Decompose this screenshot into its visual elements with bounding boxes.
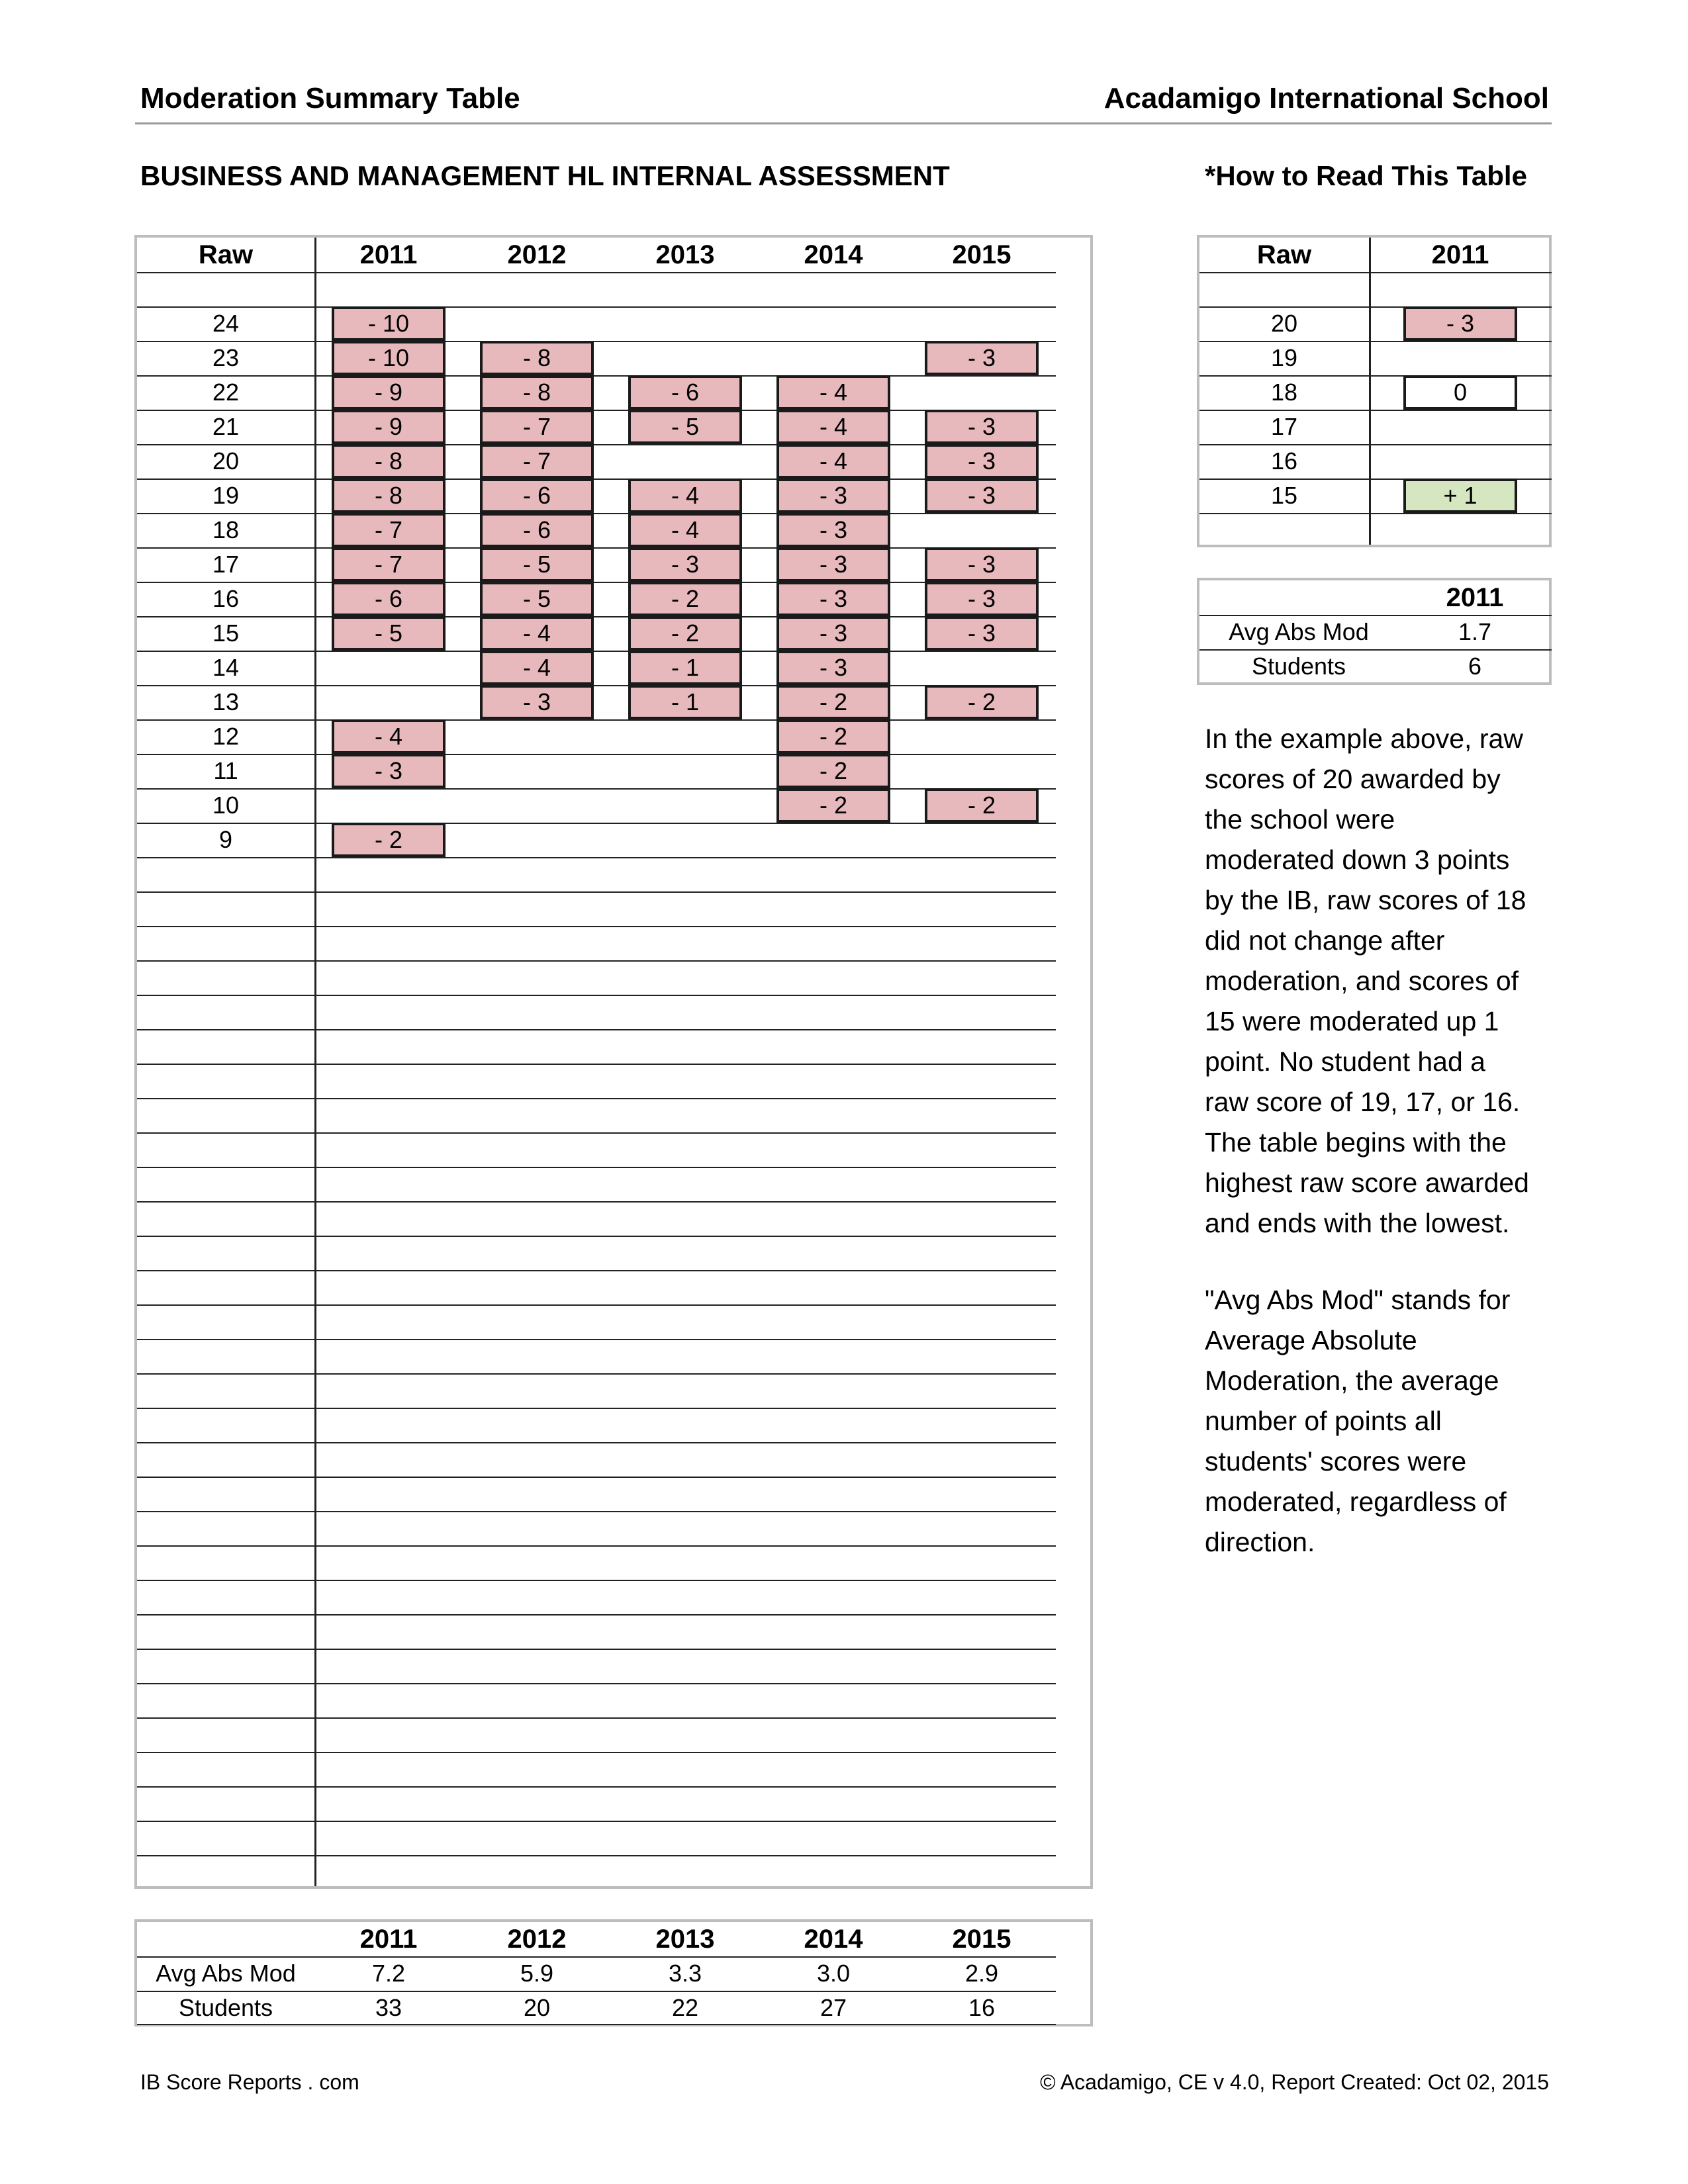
example-year-header: 2011 [1431, 240, 1489, 269]
example-summary-table [1197, 578, 1552, 685]
row-rule [137, 1064, 1056, 1065]
explanation-line: Average Absolute [1205, 1325, 1417, 1355]
school-name: Acadamigo International School [1103, 82, 1549, 114]
explanation-line: In the example above, raw [1205, 723, 1523, 754]
explanation-line: moderated down 3 points [1205, 844, 1510, 875]
row-rule [137, 2024, 1056, 2025]
explanation-line: did not change after [1205, 925, 1445, 956]
raw-score: 16 [212, 585, 240, 612]
row-rule [137, 891, 1056, 893]
raw-score: 21 [212, 413, 240, 440]
row-rule [137, 1614, 1056, 1615]
row-rule [137, 1511, 1056, 1512]
row-rule [137, 1855, 1056, 1856]
raw-score: 10 [212, 792, 240, 819]
row-rule [137, 1545, 1056, 1547]
students-label: Students [178, 1994, 273, 2021]
moderation-cell: - 6 [628, 375, 742, 410]
moderation-cell: - 3 [925, 582, 1039, 616]
moderation-cell: - 4 [628, 478, 742, 513]
row-rule [137, 995, 1056, 996]
explanation-line: 15 were moderated up 1 [1205, 1006, 1499, 1036]
avg-abs-mod-value: 7.2 [371, 1960, 406, 1987]
moderation-cell: - 5 [480, 582, 594, 616]
moderation-cell: - 2 [925, 788, 1039, 823]
explanation-paragraph-2 [1205, 1280, 1549, 1563]
example-raw-score: 18 [1270, 379, 1298, 406]
row-rule [137, 1132, 1056, 1134]
explanation-line: moderation, and scores of [1205, 966, 1519, 996]
moderation-cell: - 6 [480, 478, 594, 513]
moderation-cell: - 8 [332, 478, 445, 513]
raw-score: 22 [212, 379, 240, 406]
row-rule [137, 1167, 1056, 1168]
raw-column-divider [314, 238, 316, 1886]
row-rule [137, 1373, 1056, 1375]
moderation-cell: - 8 [480, 341, 594, 375]
explanation-line: by the IB, raw scores of 18 [1205, 885, 1526, 915]
moderation-cell: - 10 [332, 306, 445, 341]
row-rule [137, 1442, 1056, 1443]
example-moderation-cell: + 1 [1403, 478, 1517, 513]
year-column-header: 2013 [655, 240, 715, 269]
moderation-cell: - 7 [332, 513, 445, 547]
footer-right: © Acadamigo, CE v 4.0, Report Created: Oct 02, 2015 [1040, 2070, 1549, 2094]
moderation-cell: - 4 [776, 410, 890, 444]
moderation-cell: - 3 [925, 410, 1039, 444]
moderation-cell: - 6 [480, 513, 594, 547]
example-raw-score: 20 [1270, 310, 1298, 337]
moderation-cell: - 2 [776, 719, 890, 754]
explanation-paragraph-1 [1205, 719, 1549, 1244]
moderation-cell: - 9 [332, 410, 445, 444]
explanation-line: students' scores were [1205, 1446, 1467, 1477]
explanation-line: and ends with the lowest. [1205, 1208, 1510, 1238]
example-raw-score: 19 [1270, 344, 1298, 371]
row-rule [137, 1477, 1056, 1478]
avg-abs-mod-value: 2.9 [964, 1960, 999, 1987]
moderation-cell: - 1 [628, 685, 742, 719]
explanation-line: highest raw score awarded [1205, 1167, 1529, 1198]
raw-score: 20 [212, 447, 240, 475]
moderation-cell: - 2 [776, 685, 890, 719]
row-rule [137, 1786, 1056, 1788]
example-table [1197, 235, 1552, 547]
raw-score: 17 [212, 551, 240, 578]
example-raw-score: 16 [1270, 447, 1298, 475]
row-rule [137, 1201, 1056, 1203]
moderation-cell: - 7 [332, 547, 445, 582]
moderation-cell: - 5 [332, 616, 445, 651]
moderation-cell: - 2 [776, 754, 890, 788]
students-value: 27 [820, 1994, 847, 2021]
explanation-line: direction. [1205, 1527, 1315, 1557]
example-students-label: Students [1251, 653, 1346, 680]
moderation-cell: - 2 [628, 616, 742, 651]
moderation-cell: - 3 [925, 547, 1039, 582]
moderation-cell: - 4 [776, 375, 890, 410]
avg-abs-mod-value: 5.9 [520, 1960, 554, 1987]
summary-year-header: 2013 [655, 1925, 715, 1954]
moderation-cell: - 3 [776, 616, 890, 651]
raw-score: 18 [212, 516, 240, 543]
moderation-cell: - 3 [925, 478, 1039, 513]
moderation-cell: - 2 [332, 823, 445, 857]
summary-table [134, 1919, 1093, 2026]
moderation-cell: - 4 [332, 719, 445, 754]
raw-score: 13 [212, 688, 240, 715]
year-column-header: 2012 [507, 240, 567, 269]
moderation-cell: - 3 [925, 444, 1039, 478]
example-avg-label: Avg Abs Mod [1229, 618, 1369, 645]
example-moderation-cell: - 3 [1403, 306, 1517, 341]
example-students-value: 6 [1468, 653, 1482, 680]
students-value: 20 [523, 1994, 551, 2021]
raw-score: 14 [212, 654, 240, 681]
row-rule [137, 1098, 1056, 1099]
explanation-line: point. No student had a [1205, 1046, 1485, 1077]
row-rule [137, 1580, 1056, 1581]
moderation-cell: - 2 [776, 788, 890, 823]
row-rule [137, 1408, 1056, 1409]
moderation-cell: - 3 [480, 685, 594, 719]
row-rule [137, 926, 1056, 927]
raw-score: 23 [212, 344, 240, 371]
row-rule [137, 1304, 1056, 1306]
moderation-cell: - 3 [628, 547, 742, 582]
row-rule [137, 272, 1056, 273]
year-column-header: 2011 [359, 240, 418, 269]
row-rule [137, 1717, 1056, 1719]
explanation-line: scores of 20 awarded by [1205, 764, 1501, 794]
raw-column-header: Raw [198, 240, 254, 269]
moderation-cell: - 4 [628, 513, 742, 547]
moderation-cell: - 8 [480, 375, 594, 410]
moderation-cell: - 2 [925, 685, 1039, 719]
summary-year-header: 2011 [359, 1925, 418, 1954]
explanation-line: "Avg Abs Mod" stands for [1205, 1285, 1511, 1315]
main-moderation-table [134, 235, 1093, 1889]
moderation-cell: - 3 [776, 478, 890, 513]
year-column-header: 2014 [804, 240, 863, 269]
moderation-cell: - 3 [776, 547, 890, 582]
row-rule [1199, 272, 1552, 273]
example-avg-value: 1.7 [1458, 618, 1492, 645]
moderation-cell: - 6 [332, 582, 445, 616]
moderation-cell: - 3 [925, 341, 1039, 375]
explanation-line: Moderation, the average [1205, 1365, 1499, 1396]
summary-year-header: 2014 [804, 1925, 863, 1954]
moderation-cell: - 7 [480, 410, 594, 444]
row-rule [137, 1029, 1056, 1030]
moderation-cell: - 3 [332, 754, 445, 788]
raw-score: 9 [218, 826, 233, 853]
row-rule [137, 1270, 1056, 1271]
avg-abs-mod-value: 3.0 [816, 1960, 851, 1987]
students-value: 33 [375, 1994, 402, 2021]
row-rule [137, 1821, 1056, 1822]
moderation-cell: - 5 [480, 547, 594, 582]
row-rule [137, 960, 1056, 962]
moderation-cell: - 3 [925, 616, 1039, 651]
moderation-cell: - 4 [480, 651, 594, 685]
moderation-cell: - 4 [776, 444, 890, 478]
raw-score: 19 [212, 482, 240, 509]
moderation-cell: - 5 [628, 410, 742, 444]
explanation-line: moderated, regardless of [1205, 1486, 1507, 1517]
row-rule [137, 1649, 1056, 1650]
example-raw-score: 17 [1270, 413, 1298, 440]
raw-score: 24 [212, 310, 240, 337]
example-raw-score: 15 [1270, 482, 1298, 509]
header-divider [135, 122, 1552, 124]
row-rule [137, 1339, 1056, 1340]
year-column-header: 2015 [952, 240, 1011, 269]
row-rule [137, 1752, 1056, 1753]
how-to-read-title: *How to Read This Table [1205, 160, 1527, 191]
moderation-cell: - 2 [628, 582, 742, 616]
moderation-cell: - 4 [480, 616, 594, 651]
example-summary-year: 2011 [1446, 583, 1504, 612]
moderation-cell: - 3 [776, 651, 890, 685]
explanation-line: raw score of 19, 17, or 16. [1205, 1087, 1521, 1117]
students-value: 16 [968, 1994, 996, 2021]
moderation-cell: - 10 [332, 341, 445, 375]
raw-score: 15 [212, 619, 240, 647]
summary-year-header: 2012 [507, 1925, 567, 1954]
page-title: Moderation Summary Table [140, 82, 520, 114]
moderation-cell: - 1 [628, 651, 742, 685]
moderation-cell: - 7 [480, 444, 594, 478]
explanation-line: the school were [1205, 804, 1395, 835]
example-column-divider [1369, 238, 1371, 545]
raw-score: 11 [213, 757, 238, 784]
raw-score: 12 [212, 723, 240, 750]
row-rule [1199, 513, 1552, 514]
example-moderation-cell: 0 [1403, 375, 1517, 410]
explanation-line: The table begins with the [1205, 1127, 1507, 1158]
summary-year-header: 2015 [952, 1925, 1011, 1954]
row-rule [137, 857, 1056, 858]
row-rule [137, 1236, 1056, 1237]
moderation-cell: - 9 [332, 375, 445, 410]
students-value: 22 [671, 1994, 699, 2021]
row-rule [137, 1683, 1056, 1684]
avg-abs-mod-value: 3.3 [668, 1960, 702, 1987]
avg-abs-mod-label: Avg Abs Mod [156, 1960, 296, 1987]
moderation-cell: - 3 [776, 582, 890, 616]
moderation-cell: - 3 [776, 513, 890, 547]
example-raw-header: Raw [1256, 240, 1312, 269]
explanation-line: number of points all [1205, 1406, 1442, 1436]
moderation-cell: - 8 [332, 444, 445, 478]
footer-left: IB Score Reports . com [140, 2070, 359, 2094]
subject-title: BUSINESS AND MANAGEMENT HL INTERNAL ASSESSMENT [140, 160, 950, 191]
